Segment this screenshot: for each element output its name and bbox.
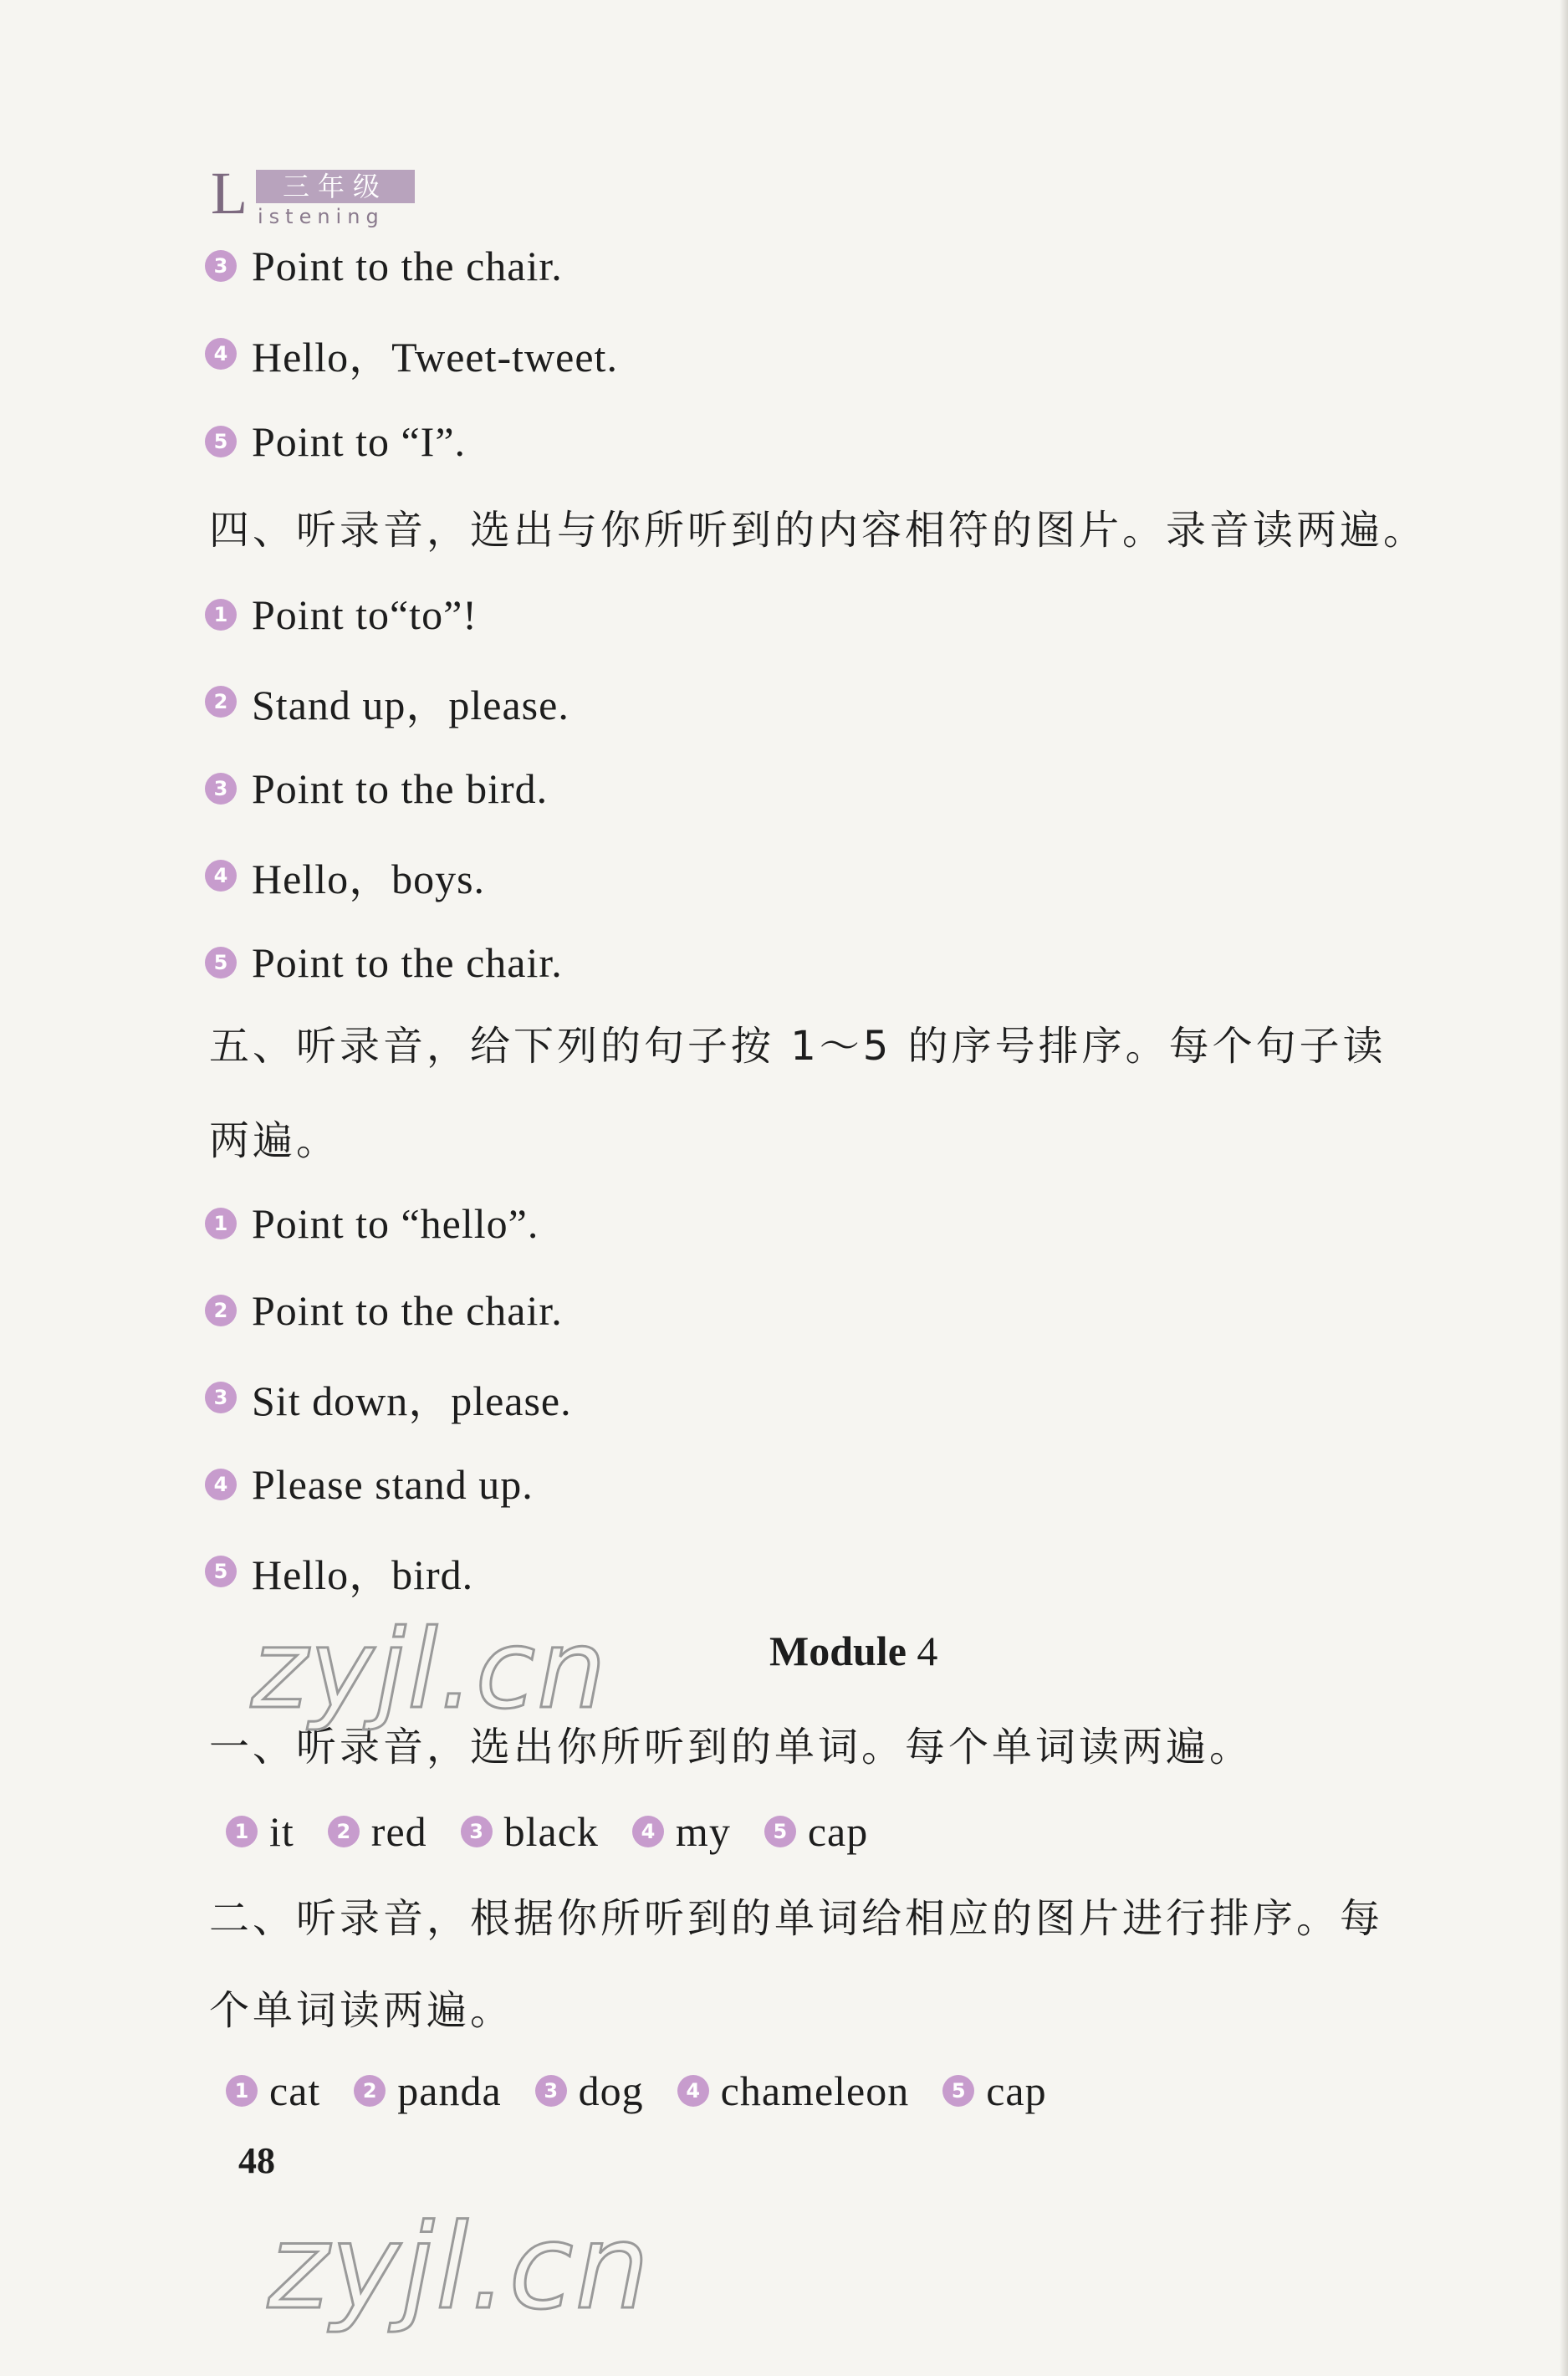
word-text: cat	[269, 2067, 321, 2114]
number-badge: 2	[354, 2075, 386, 2107]
word-text: chameleon	[720, 2067, 910, 2114]
list-item	[205, 933, 563, 992]
list-item	[205, 672, 569, 731]
word-text: it	[269, 1808, 294, 1855]
listening-logo	[211, 160, 428, 230]
number-badge: 4	[205, 1469, 237, 1500]
list-item	[205, 412, 466, 471]
sentence-text: Point to “I”.	[252, 418, 467, 465]
list-item	[205, 846, 485, 905]
sentence-text: Hello，Tweet-tweet.	[252, 334, 618, 381]
sentence-text: Please stand up.	[252, 1461, 534, 1508]
section-heading: 五、听录音，给下列的句子按 1～5 的序号排序。每个句子读	[209, 1023, 1387, 1070]
module-number: 4	[917, 1627, 938, 1674]
sentence-text: Point to the chair.	[252, 243, 563, 289]
word-text: dog	[578, 2067, 644, 2114]
module-label: Module	[769, 1627, 907, 1674]
number-badge: 3	[205, 250, 237, 282]
list-item	[205, 1281, 563, 1340]
word-row	[226, 2062, 1080, 2120]
word-text: black	[503, 1808, 599, 1855]
number-badge: 4	[677, 2075, 709, 2107]
number-badge: 5	[205, 947, 237, 979]
word-item	[535, 2067, 644, 2115]
section-heading: 四、听录音，选出与你所听到的内容相符的图片。录音读两遍。	[209, 507, 1428, 554]
number-badge: 5	[942, 2075, 974, 2107]
list-item	[205, 1194, 539, 1253]
logo-subtitle: istening	[258, 205, 385, 228]
number-badge: 2	[205, 686, 237, 718]
number-badge: 2	[205, 1295, 237, 1326]
list-item	[205, 1455, 534, 1514]
word-text: red	[370, 1808, 427, 1855]
word-item	[632, 1807, 731, 1856]
list-item	[205, 759, 548, 818]
list-item	[205, 585, 478, 644]
number-badge: 2	[328, 1816, 360, 1847]
word-item	[942, 2067, 1046, 2115]
sentence-text: Point to the chair.	[252, 939, 563, 986]
watermark: zyjl.cn	[251, 1606, 608, 1733]
sentence-text: Hello，bird.	[252, 1551, 474, 1598]
sentence-text: Point to “hello”.	[252, 1200, 539, 1247]
word-item	[461, 1807, 599, 1856]
list-item	[205, 1368, 572, 1427]
sentence-text: Stand up，please.	[252, 682, 569, 728]
section-heading-cont: 个单词读两遍。	[209, 1987, 514, 2034]
word-row	[226, 1802, 901, 1861]
word-text: cap	[986, 2067, 1047, 2114]
page-edge	[1560, 0, 1568, 2376]
number-badge: 3	[205, 773, 237, 805]
sentence-text: Point to“to”!	[252, 591, 478, 638]
number-badge: 1	[226, 1816, 258, 1847]
number-badge: 3	[535, 2075, 567, 2107]
word-text: cap	[807, 1808, 869, 1855]
sentence-text: Point to the bird.	[252, 765, 549, 812]
list-item	[205, 237, 563, 295]
number-badge: 4	[205, 860, 237, 892]
word-item	[226, 2067, 320, 2115]
word-item	[764, 1807, 868, 1856]
word-item	[226, 1807, 294, 1856]
word-item	[677, 2067, 910, 2115]
word-text: panda	[397, 2067, 502, 2114]
section-heading-cont: 两遍。	[209, 1117, 340, 1164]
number-badge: 1	[226, 2075, 258, 2107]
number-badge: 4	[632, 1816, 664, 1847]
number-badge: 5	[764, 1816, 796, 1847]
list-item	[205, 324, 618, 383]
section-heading: 二、听录音，根据你所听到的单词给相应的图片进行排序。每	[209, 1895, 1384, 1942]
logo-letter: L	[211, 160, 248, 227]
module-title	[769, 1627, 937, 1675]
word-item	[354, 2067, 501, 2115]
number-badge: 1	[205, 1208, 237, 1239]
number-badge: 5	[205, 1556, 237, 1587]
word-text: my	[675, 1808, 731, 1855]
number-badge: 3	[461, 1816, 493, 1847]
number-badge: 5	[205, 426, 237, 457]
list-item	[205, 1542, 473, 1601]
grade-label: 三年级	[256, 170, 415, 203]
sentence-text: Sit down，please.	[252, 1377, 572, 1424]
word-item	[328, 1807, 427, 1856]
number-badge: 1	[205, 599, 237, 631]
watermark: zyjl.cn	[268, 2200, 651, 2336]
number-badge: 3	[205, 1382, 237, 1413]
number-badge: 4	[205, 338, 237, 370]
sentence-text: Hello，boys.	[252, 856, 486, 902]
section-heading: 一、听录音，选出你所听到的单词。每个单词读两遍。	[209, 1724, 1254, 1771]
sentence-text: Point to the chair.	[252, 1287, 563, 1334]
page-number: 48	[238, 2140, 275, 2181]
